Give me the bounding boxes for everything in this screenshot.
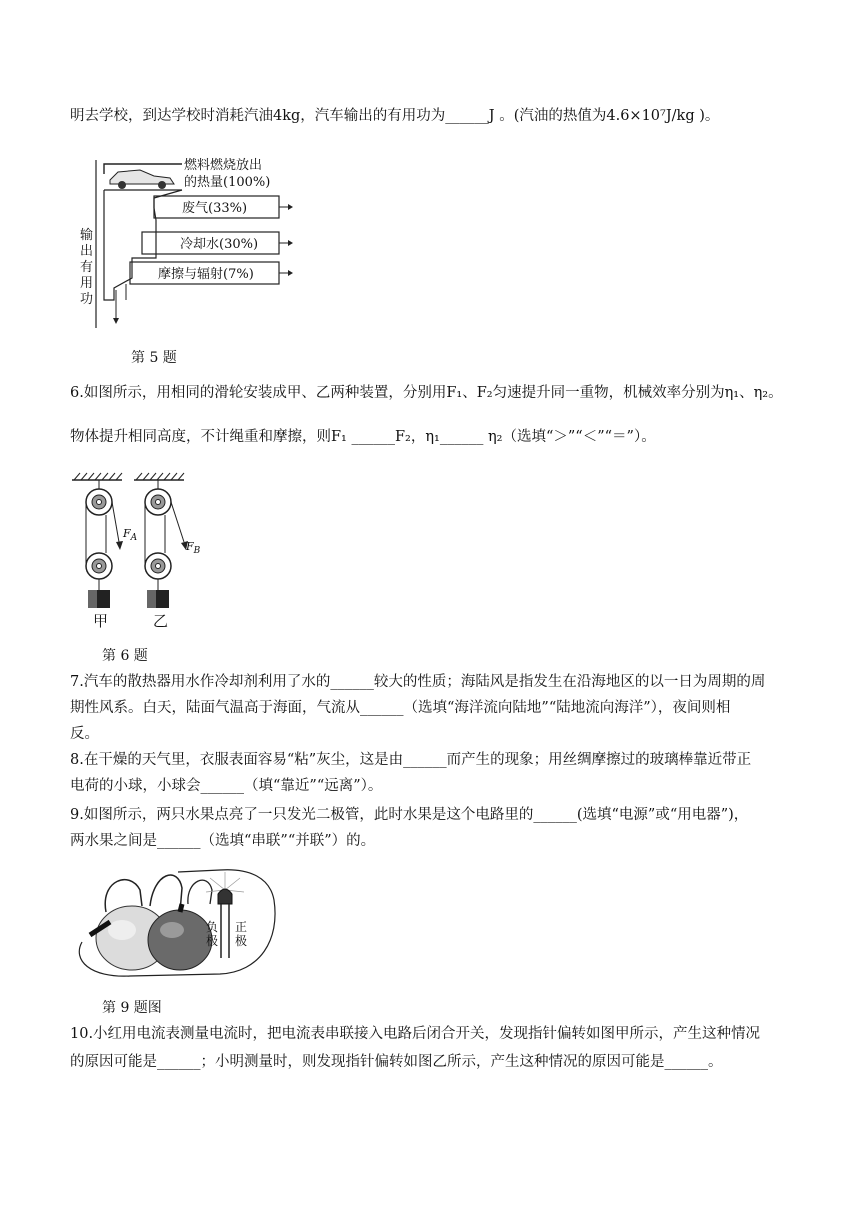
fuel-heat-label-1: 燃料燃烧放出 [184,158,263,173]
negative-pole-label: 负 极 [206,920,219,948]
q10-text-line-2: 的原因可能是______；小明测量时，则发现指针偏转如图乙所示，产生这种情况的原因可能是______。 [70,1054,723,1070]
q10-text-line-1: 10.小红用电流表测量电流时，把电流表串联接入电路后闭合开关，发现指针偏转如图甲所示，产生这种情况 [70,1026,761,1042]
fruit-battery-diagram [70,860,300,985]
q9-text-line-2: 两水果之间是______（选填“串联”“并联”）的。 [70,833,376,849]
exhaust-label: 废气(33%) [182,201,248,216]
cooling-water-label: 冷却水(30%) [180,237,259,252]
q7-text-line-2: 期性风系。白天，陆面气温高于海面，气流从______（选填“海洋流向陆地”“陆地流向海洋”），夜间则相 [70,700,731,716]
positive-pole-label: 正 极 [235,920,248,948]
useful-work-label: 输 出 有 用 功 [80,228,94,307]
q8-text-line-2: 电荷的小球，小球会______（填“靠近”“远离”）。 [70,778,383,794]
figure-5-caption: 第 5 题 [131,350,177,366]
q6-text-line-1: 6.如图所示，用相同的滑轮安装成甲、乙两种装置，分别用F₁、F₂匀速提升同一重物，机械效率分别为η₁、η₂。 [70,385,783,401]
pulley-set-b [145,480,188,608]
force-b-label: $F_B$ [186,540,201,557]
q8-text-line-1: 8.在干燥的天气里，衣服表面容易“粘”灰尘，这是由______而产生的现象；用丝绸摩擦过的玻璃棒靠近带正 [70,752,752,768]
pulley-set-a [86,480,123,608]
q7-text-line-1: 7.汽车的散热器用水作冷却剂利用了水的______较大的性质；海陆风是指发生在沿海地区的以一日为周期的周 [70,674,766,690]
figure-6-caption: 第 6 题 [102,648,148,664]
figure-9-caption: 第 9 题图 [102,1000,162,1016]
car-icon [110,170,174,189]
q6-text-line-2: 物体提升相同高度，不计绳重和摩擦，则F₁ ______F₂，η₁______ η₂（选填“＞”“＜”“＝”）。 [70,429,656,445]
fuel-heat-label-2: 的热量(100%) [184,175,271,190]
q5-text-line: 明去学校，到达学校时消耗汽油4kg，汽车输出的有用功为______J 。(汽油的热值为4.6×10⁷J/kg )。 [70,108,720,124]
setup-jia-label: 甲 [93,612,109,630]
friction-radiation-label: 摩擦与辐射(7%) [158,267,254,282]
q7-text-line-3: 反。 [70,726,99,742]
q9-text-line-1: 9.如图所示，两只水果点亮了一只发光二极管，此时水果是这个电路里的______(选填“电源”或“用电器”)， [70,807,749,823]
force-a-label: $F_A$ [123,527,138,544]
setup-yi-label: 乙 [153,612,169,630]
